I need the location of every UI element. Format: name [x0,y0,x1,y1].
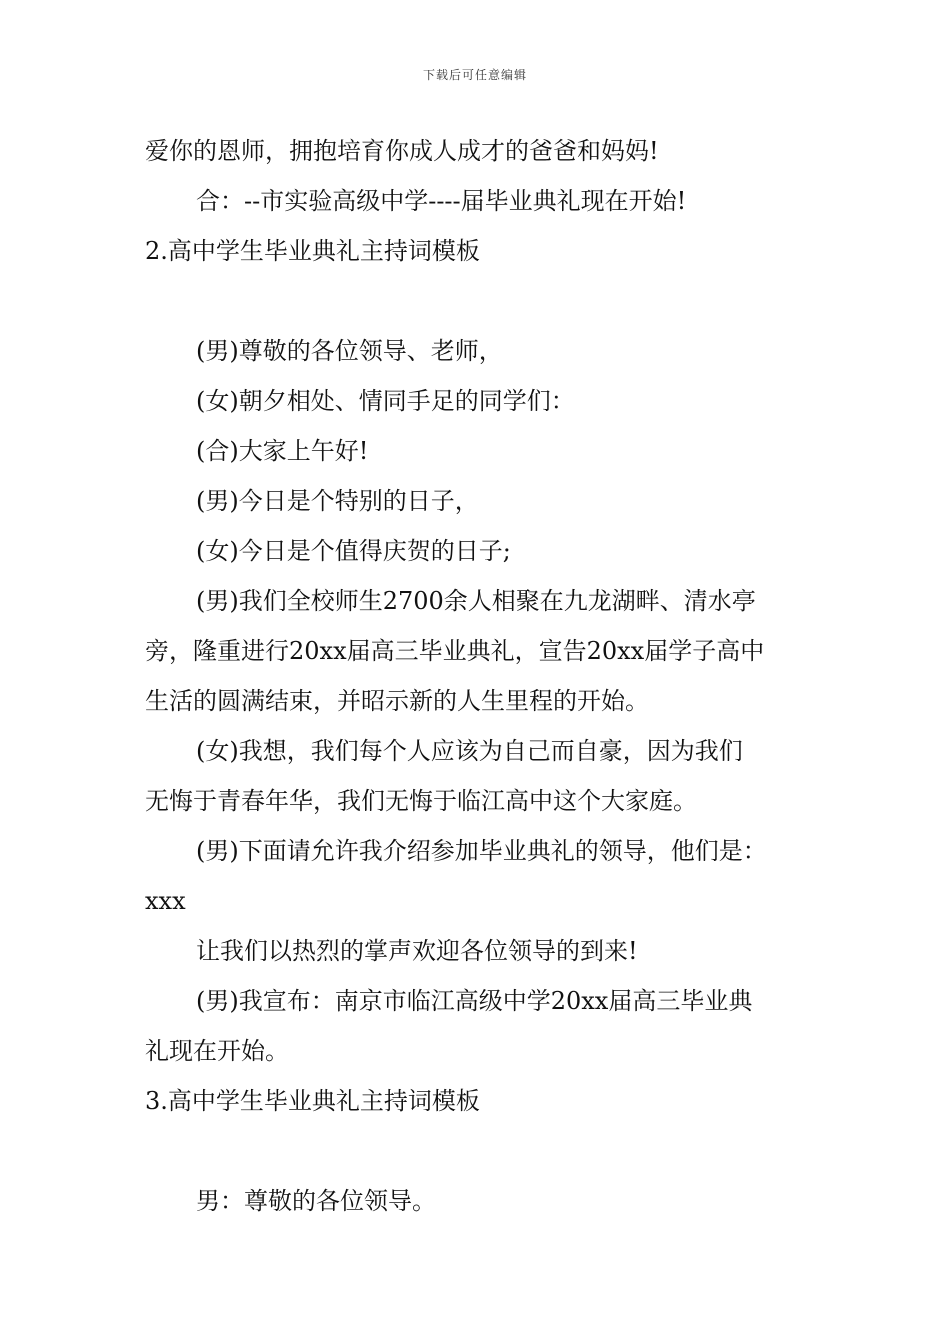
paragraph-line: 旁，隆重进行20xx届高三毕业典礼，宣告20xx届学子高中 [145,637,765,665]
paragraph-line: (女)我想，我们每个人应该为自己而自豪，因为我们 [196,737,743,765]
paragraph-line: 生活的圆满结束，并昭示新的人生里程的开始。 [145,687,649,715]
paragraph-line: (男)尊敬的各位领导、老师， [196,337,503,365]
paragraph-line: 让我们以热烈的掌声欢迎各位领导的到来! [196,937,638,965]
paragraph-line: (男)我们全校师生2700余人相聚在九龙湖畔、清水亭 [196,587,756,615]
paragraph-line: 男：尊敬的各位领导。 [196,1187,436,1215]
paragraph-line: 无悔于青春年华，我们无悔于临江高中这个大家庭。 [145,787,697,815]
paragraph-line: xxx [145,887,186,915]
paragraph-line: (女)今日是个值得庆贺的日子; [196,537,511,565]
paragraph-line: (男)今日是个特别的日子， [196,487,479,515]
section-heading: 3.高中学生毕业典礼主持词模板 [145,1087,480,1115]
paragraph-line: (女)朝夕相处、情同手足的同学们： [196,387,575,415]
paragraph-line: (合)大家上午好! [196,437,369,465]
paragraph-line: 合：--市实验高级中学----届毕业典礼现在开始! [196,187,687,215]
paragraph-line: (男)我宣布：南京市临江高级中学20xx届高三毕业典 [196,987,753,1015]
paragraph-line: 爱你的恩师，拥抱培育你成人成才的爸爸和妈妈! [145,137,659,165]
section-heading: 2.高中学生毕业典礼主持词模板 [145,237,480,265]
paragraph-line: 礼现在开始。 [145,1037,289,1065]
paragraph-line: (男)下面请允许我介绍参加毕业典礼的领导，他们是： [196,837,767,865]
page-header-note: 下载后可任意编辑 [422,68,527,82]
